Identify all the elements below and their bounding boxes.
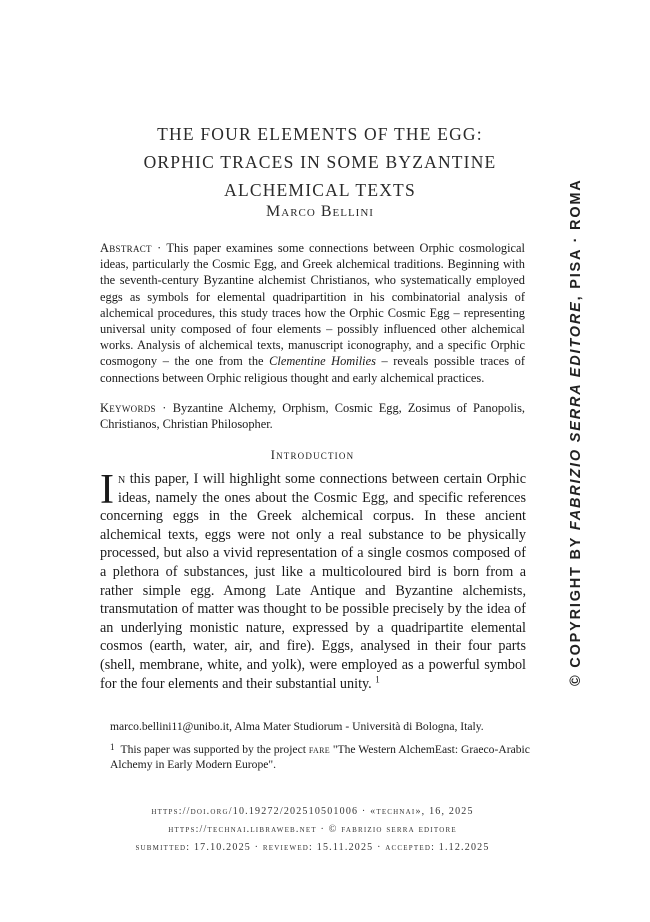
abstract <box>100 240 525 386</box>
title-line-3: ALCHEMICAL TEXTS <box>224 180 416 200</box>
footnote-text-2: "The Western AlchemEast: Graeco-Arabic Alchemy in Early Modern Europe". <box>110 743 530 771</box>
drop-cap: I <box>100 467 114 513</box>
title-line-1: THE FOUR ELEMENTS OF THE EGG: <box>157 124 483 144</box>
introduction-text: this paper, I will highlight some connections between certain Orphic ideas, namely the ones about the Cosmic Egg, and specific references concerning eggs in the Greek alchemical corpus. In these ancient alchemical texts, eggs were not only a real substance to be physically processed, but also a vivid representation of a single cosmos composed of a plethora of substances, just like a multicoloured bird is born from a rather simple egg. Among Late Antique and Byzantine alchemists, transmutation of matter was thought to be possible precisely by the idea of an underlying monistic nature, expressed by a quadripartite elemental cosmos (earth, water, air, and fire). Eggs, analysed in their four parts (shell, membrane, white, and yolk), were employed as a powerful symbol for the four elements and their substantial unity. <box>100 471 526 692</box>
author-name: Marco Bellini <box>266 203 374 220</box>
author-contact: marco.bellini11@unibo.it, Alma Mater Studiorum - Università di Bologna, Italy. <box>110 720 484 733</box>
project-acronym: fare <box>308 743 330 756</box>
copyright-suffix: , PISA · ROMA <box>568 178 584 301</box>
introduction-paragraph <box>100 467 526 693</box>
footnote <box>110 740 530 772</box>
section-heading-introduction: Introduction <box>270 448 355 462</box>
copyright-prefix: © COPYRIGHT BY <box>568 530 584 686</box>
keywords-label: Keywords · <box>100 401 167 415</box>
footer-doi-line[interactable]: https://doi.org/10.19272/202510501006 · «technai», 16, 2025 <box>151 806 474 817</box>
abstract-label: Abstract · <box>100 241 162 255</box>
article-title <box>90 120 550 204</box>
footnote-number: 1 <box>110 742 115 752</box>
abstract-italic-title: Clementine Homilies <box>269 354 376 369</box>
lead-in-small-caps: n <box>118 471 126 487</box>
footnote-text-1: This paper was supported by the project <box>120 743 309 756</box>
keywords-text: Byzantine Alchemy, Orphism, Cosmic Egg, Zosimus of Panopolis, Christianos, Christian Philosopher. <box>100 401 525 432</box>
copyright-publisher: FABRIZIO SERRA EDITORE <box>568 300 584 531</box>
footnote-reference[interactable]: 1 <box>375 673 380 684</box>
footer-website-line[interactable]: https://technai.libraweb.net · © fabrizio serra editore <box>168 824 457 835</box>
footer-dates-line: submitted: 17.10.2025 · reviewed: 15.11.2025 · accepted: 1.12.2025 <box>135 842 490 853</box>
abstract-text-1: This paper examines some connections between Orphic cosmological ideas, particularly the Cosmic Egg, and Greek alchemical traditions. Beginning with the seventh-century Byzantine alchemist Christianos, who systematically employed eggs as symbols for elemental quadripartition in his combinatorial analysis of alchemical procedures, this study traces how the Orphic Cosmic Egg – representing universal unity composed of four elements – possibly influenced other alchemical works. Analysis of alchemical texts, manuscript iconography, and a specific Orphic cosmogony – the one from the <box>100 241 525 369</box>
keywords <box>100 400 525 432</box>
abstract-text-2: – reveals possible traces of connections between Orphic religious thought and early alchemical practices. <box>100 354 525 385</box>
title-line-2: ORPHIC TRACES IN SOME BYZANTINE <box>143 152 497 172</box>
copyright-sidebar <box>568 178 584 686</box>
